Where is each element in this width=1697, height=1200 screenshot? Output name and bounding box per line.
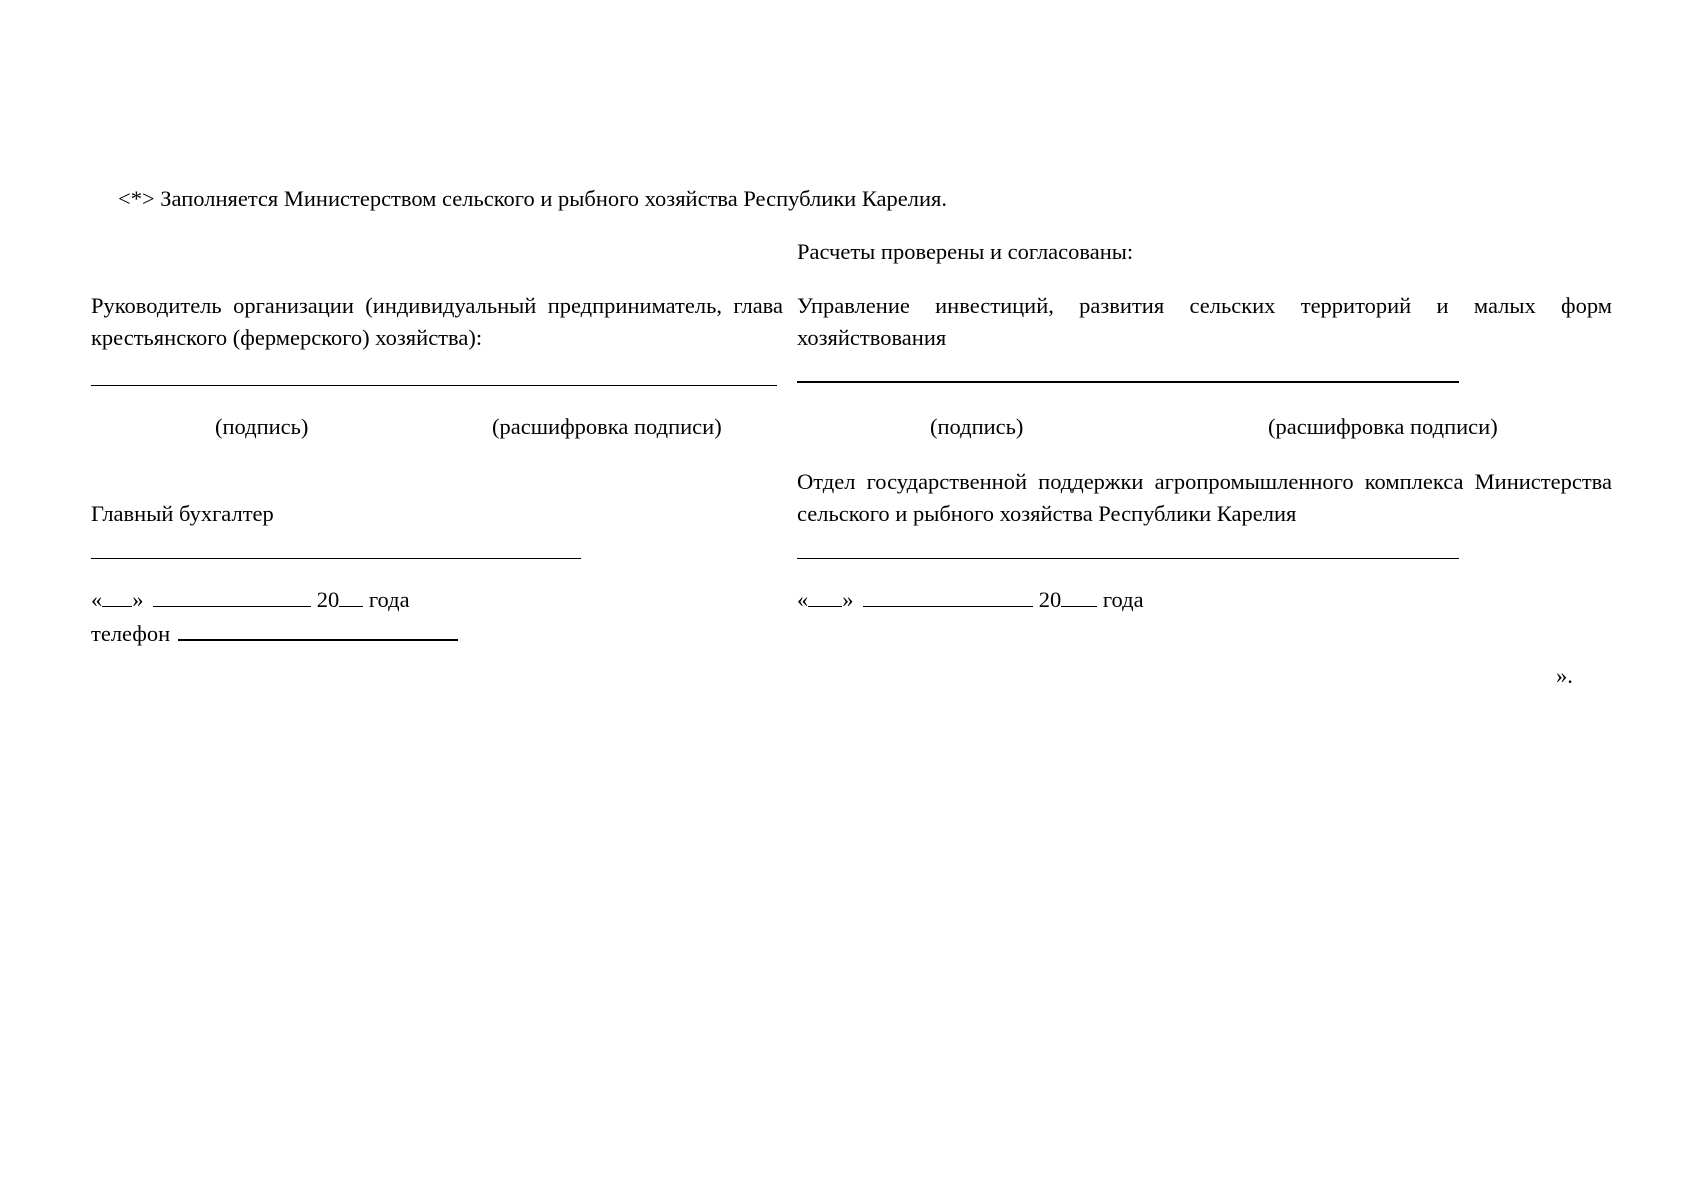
right-date-tail: года	[1102, 587, 1144, 612]
section-title: Отдел государственной поддержки агропромышленного комплекса Министерства сельского и рыбного хозяйства Республики Карелия	[797, 469, 1612, 526]
phone-label: телефон	[91, 621, 171, 646]
right-year-blank	[1061, 588, 1097, 607]
department-title: Управление инвестиций, развития сельских территорий и малых форм хозяйствования	[797, 293, 1612, 350]
left-decoding-caption: (расшифровка подписи)	[492, 414, 722, 439]
phone-blank	[178, 621, 458, 641]
left-date-line	[91, 588, 410, 612]
left-year-blank	[339, 588, 363, 607]
left-day-blank	[102, 588, 132, 607]
left-date-open: «	[91, 587, 103, 612]
right-date-open: «	[797, 587, 809, 612]
footnote-text: <*> Заполняется Министерством сельского и рыбного хозяйства Республики Карелия.	[118, 186, 948, 211]
left-date-tail: года	[368, 587, 410, 612]
left-date-mid: »	[132, 587, 144, 612]
closing-mark: ».	[1556, 663, 1573, 688]
right-month-blank	[863, 588, 1033, 607]
department-signature-line	[797, 381, 1459, 383]
section-signature-line	[797, 558, 1459, 559]
accountant-title: Главный бухгалтер	[91, 501, 274, 526]
head-title: Руководитель организации (индивидуальный предприниматель, глава крестьянского (фермерского) хозяйства):	[91, 293, 783, 350]
left-month-blank	[153, 588, 311, 607]
checked-title: Расчеты проверены и согласованы:	[797, 239, 1134, 264]
phone-line	[91, 621, 458, 646]
right-date-year: 20	[1038, 587, 1062, 612]
accountant-signature-line	[91, 558, 581, 559]
right-day-blank	[808, 588, 842, 607]
right-signature-caption: (подпись)	[930, 414, 1024, 439]
left-date-year: 20	[316, 587, 340, 612]
head-signature-line	[91, 385, 777, 386]
right-date-mid: »	[842, 587, 854, 612]
left-signature-caption: (подпись)	[215, 414, 309, 439]
right-date-line	[797, 588, 1144, 612]
right-decoding-caption: (расшифровка подписи)	[1268, 414, 1498, 439]
